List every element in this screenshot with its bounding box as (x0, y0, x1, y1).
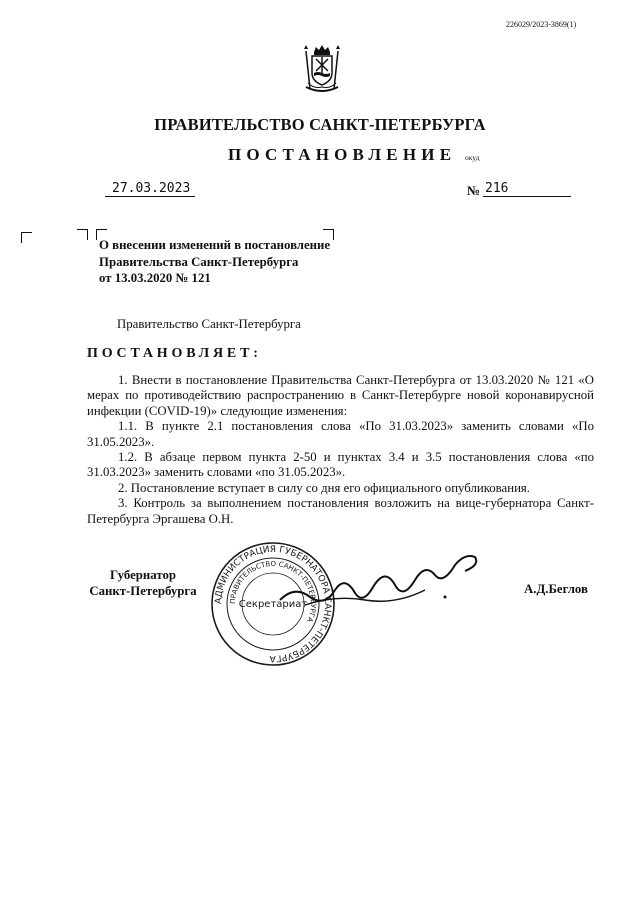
subject-line: от 13.03.2020 № 121 (99, 271, 211, 285)
subject-line: Правительства Санкт-Петербурга (99, 254, 299, 269)
document-number: 216 (485, 181, 509, 196)
paragraph-1-1: 1.1. В пункте 2.1 постановления слова «По 31.03.2023» заменить словами «По 31.05.2023». (87, 419, 594, 449)
margin-corner-mark (21, 232, 32, 243)
paragraph-3: 3. Контроль за выполнением постановления возложить на вице-губернатора Санкт-Петербурга Эргашева О.Н. (87, 496, 594, 526)
document-date: 27.03.2023 (112, 181, 191, 196)
resolves-heading: ПОСТАНОВЛЯЕТ: (87, 346, 262, 361)
document-subject (99, 237, 330, 287)
stamp-outer-text: АДМИНИСТРАЦИЯ ГУБЕРНАТОРА САНКТ-ПЕТЕРБУРГА (213, 544, 333, 664)
okud-label: окуд (465, 153, 480, 162)
resolution-body (87, 373, 594, 527)
signer-title (87, 568, 199, 599)
paragraph-1: 1. Внести в постановление Правительства Санкт-Петербурга от 13.03.2020 № 121 «О мерах по противодействию распространению в Санкт-Петербурге новой коронавирусной инфекции (COVID-19)» следующие изменения: (87, 373, 594, 418)
paragraph-2: 2. Постановление вступает в силу со дня его официального опубликования. (118, 480, 531, 495)
margin-corner-mark (77, 229, 88, 240)
document-type-heading: ПОСТАНОВЛЕНИЕ (228, 145, 457, 164)
signer-title-line: Губернатор (110, 568, 176, 582)
stamp-center-text: Секретариат (238, 599, 308, 610)
date-underline (105, 196, 195, 197)
number-underline (483, 196, 571, 197)
number-label: № (467, 183, 481, 198)
handwritten-signature (275, 545, 485, 615)
subject-line: О внесении изменений в постановление (99, 238, 331, 252)
government-title: ПРАВИТЕЛЬСТВО САНКТ-ПЕТЕРБУРГА (154, 115, 486, 134)
stamp-inner-text: ПРАВИТЕЛЬСТВО САНКТ-ПЕТЕРБУРГА (228, 559, 318, 624)
paragraph-1-2: 1.2. В абзаце первом пункта 2-50 и пунктах 3.4 и 3.5 постановления слова «по 31.03.2023» заменить словами «по 31.05.2023». (87, 450, 594, 480)
coat-of-arms-icon (300, 43, 344, 95)
document-registration-number: 226029/2023-3869(1) (506, 20, 577, 29)
signer-name: А.Д.Беглов (524, 582, 588, 596)
signer-title-line: Санкт-Петербурга (89, 583, 197, 598)
preamble: Правительство Санкт-Петербурга (117, 317, 301, 331)
